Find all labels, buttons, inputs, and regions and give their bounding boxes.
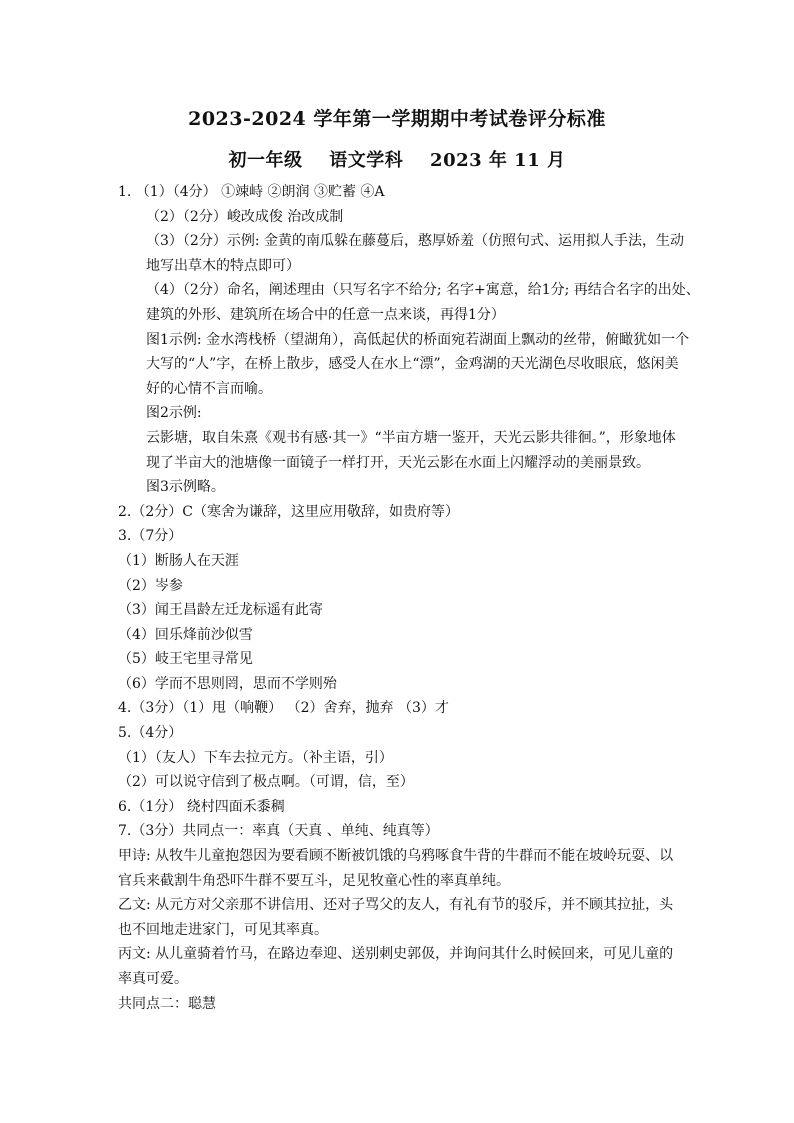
- answer-line: （4）回乐烽前沙似雪: [118, 626, 253, 643]
- answer-line: （1）（友人）下车去拉元方。（补主语，引）: [118, 749, 393, 766]
- answer-line: （3）（2分）示例: 金黄的南瓜躲在藤蔓后，憨厚娇羞（仿照句式、运用拟人手法，生动: [146, 233, 684, 250]
- answer-line: 共同点二：聪慧: [118, 995, 216, 1012]
- answer-line: 图1示例: 金水湾栈桥（望湖角），高低起伏的桥面宛若湖面上飘动的丝带，俯瞰犹如一个: [146, 331, 690, 348]
- answer-line: （4）（2分）命名，阐述理由（只写名字不给分; 名字+寓意，给1分; 再结合名字的出处、: [146, 282, 700, 299]
- answer-line: 也不回地走进家门，可见其率真。: [118, 921, 328, 938]
- answer-line: （3）闻王昌龄左迁龙标遥有此寄: [118, 602, 323, 619]
- answer-line: 现了半亩大的池塘像一面镜子一样打开，天光云影在水面上闪耀浮动的美丽景致。: [146, 454, 650, 471]
- page-subtitle: [0, 146, 794, 172]
- answer-line: 地写出草木的特点即可）: [146, 257, 300, 274]
- answer-body: [118, 180, 700, 1016]
- answer-line: 甲诗: 从牧牛儿童抱怨因为要看顾不断被饥饿的乌鸦啄食牛背的牛群而不能在坡岭玩耍、以: [118, 848, 674, 865]
- answer-line: （2）（2分）峻改成俊 治改成制: [146, 208, 344, 225]
- answer-line: 1. （1）（4分） ①竦峙 ②朗润 ③贮蓄 ④A: [118, 184, 385, 200]
- grade-label: 初一年级: [228, 150, 303, 171]
- answer-line: 好的心情不言而喻。: [146, 380, 272, 397]
- answer-line: 丙文: 从儿童骑着竹马，在路边奉迎、送别刺史郭伋，并询问其什么时候回来，可见儿童的: [118, 946, 674, 963]
- answer-line: 5.（4分）: [118, 725, 183, 742]
- answer-line: 乙文: 从元方对父亲那不讲信用、还对子骂父的友人，有礼有节的驳斥，并不顾其拉扯，头: [118, 897, 674, 914]
- answer-line: 建筑的外形、建筑所在场合中的任意一点来谈，再得1分）: [146, 306, 505, 323]
- answer-line: （6）学而不思则罔，思而不学则殆: [118, 675, 337, 692]
- answer-line: 2.（2分）C（寒舍为谦辞，这里应用敬辞，如贵府等）: [118, 503, 459, 520]
- answer-line: 率真可爱。: [118, 971, 188, 987]
- answer-line: （5）岐王宅里寻常见: [118, 651, 253, 668]
- answer-line: （2）岑参: [118, 577, 183, 594]
- answer-line: 大写的“人”字，在桥上散步，感受人在水上“漂”，金鸡湖的天光湖色尽收眼底，悠闲美: [146, 356, 679, 373]
- answer-line: 官兵来截割牛角恐吓牛群不要互斗，足见牧童心性的率真单纯。: [118, 872, 510, 889]
- page-title: 2023-2024 学年第一学期期中考试卷评分标准: [188, 108, 606, 130]
- answer-line: （2）可以说守信到了极点啊。（可谓，信，至）: [118, 774, 414, 791]
- answer-line: 图3示例略。: [146, 479, 225, 496]
- answer-line: 6.（1分） 绕村四面禾黍稠: [118, 798, 285, 815]
- answer-line: （1）断肠人在天涯: [118, 552, 239, 569]
- date-label: 2023 年 11 月: [430, 150, 566, 171]
- answer-line: 3.（7分）: [118, 528, 183, 545]
- answer-line: 4.（3分）（1）甩（响鞭） （2）舍弃，抛弃 （3）才: [118, 700, 449, 717]
- answer-line: 云影塘，取自朱熹《观书有感·其一》“半亩方塘一鉴开，天光云影共徘徊。”，形象地体: [146, 429, 676, 446]
- subject-label: 语文学科: [329, 150, 404, 171]
- answer-line: 图2示例:: [146, 405, 202, 422]
- answer-line: 7.（3分）共同点一：率真（天真 、单纯、纯真等）: [118, 823, 439, 840]
